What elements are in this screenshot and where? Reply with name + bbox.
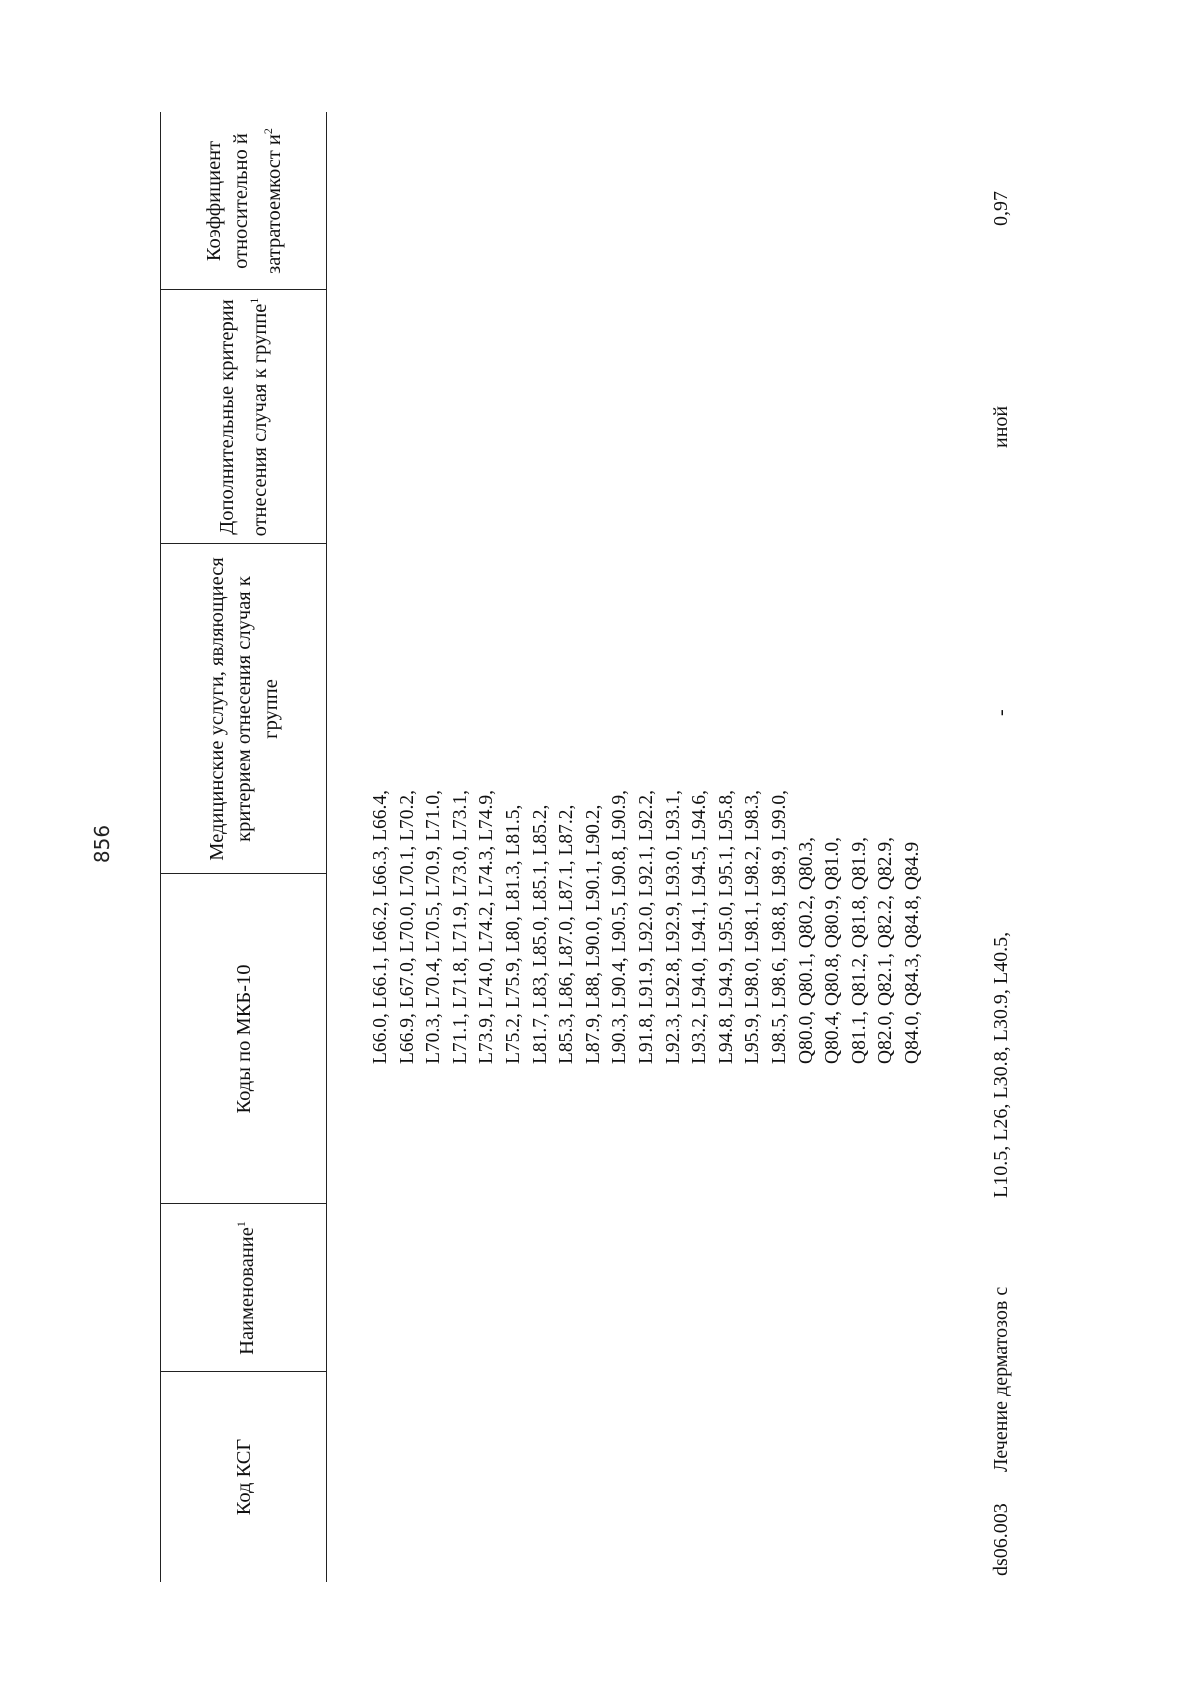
header-extra-criteria xyxy=(164,290,324,544)
header-services xyxy=(164,544,324,874)
row-extra-criteria: иной xyxy=(990,405,1012,448)
row-services: - xyxy=(990,709,1012,716)
header-mkb-codes-text: Коды по МКБ-10 xyxy=(232,964,255,1114)
row-code-ksg: ds06.003 xyxy=(990,1503,1012,1576)
header-mkb-codes xyxy=(164,874,324,1204)
header-coefficient xyxy=(164,112,324,290)
header-services-text: Медицинские услуги, являющиеся критерием отнесения случая к группе xyxy=(205,557,282,861)
ksg-table xyxy=(150,112,1080,1582)
row-coefficient: 0,97 xyxy=(990,191,1012,226)
page-number: 856 xyxy=(90,824,115,864)
table-top-rule xyxy=(160,112,161,1582)
header-name xyxy=(164,1204,324,1372)
header-name-text: Наименование$^1$ xyxy=(233,1221,258,1355)
row-mkb-codes: L10.5, L26, L30.8, L30.9, L40.5, xyxy=(990,931,1012,1198)
continued-mkb-codes: L66.0, L66.1, L66.2, L66.3, L66.4, L66.9, L67.0, L70.0, L70.1, L70.2, L70.3, L70.4, L70.5, L70.9, L71.0, L71.1, L71.8, L71.9, L73.0, L73.1, L73.9, L74.0, L74.2, L74.3, L74.9, L75.2, L75.9, L80, L81.3, L81.5, L81.7, L83, L85.0, L85.1, L85.2, L85.3, L86, L87.0, L87.1, L87.2, L87.9, L88, L90.0, L90.1, L90.2, L90.3, L90.4, L90.5, L90.8, L90.9, L91.8, L91.9, L92.0, L92.1, L92.2, L92.3, L92.8, L92.9, L93.0, L93.1, L93.2, L94.0, L94.1, L94.5, L94.6, L94.8, L94.9, L95.0, L95.1, L95.8, L95.9, L98.0, L98.1, L98.2, L98.3, L98.5, L98.6, L98.8, L98.9, L99.0, Q80.0, Q80.1, Q80.2, Q80.3, Q80.4, Q80.8, Q80.9, Q81.0, Q81.1, Q81.2, Q81.8, Q81.9, Q82.0, Q82.1, Q82.2, Q82.9, Q84.0, Q84.3, Q84.8, Q84.9 xyxy=(370,789,923,1064)
rotated-table-wrapper xyxy=(150,112,1080,1582)
table-header-rule xyxy=(326,112,327,1582)
header-extra-criteria-text: Дополнительные критерии отнесения случая к группе$^1$ xyxy=(216,297,271,537)
header-code-ksg-text: Код КСГ xyxy=(232,1438,255,1516)
row-name: Лечение дерматозов с xyxy=(990,1286,1012,1472)
header-code-ksg xyxy=(164,1372,324,1582)
header-coefficient-text: Коэффициент относительно й затратоемкост $и^2$ xyxy=(202,128,285,274)
